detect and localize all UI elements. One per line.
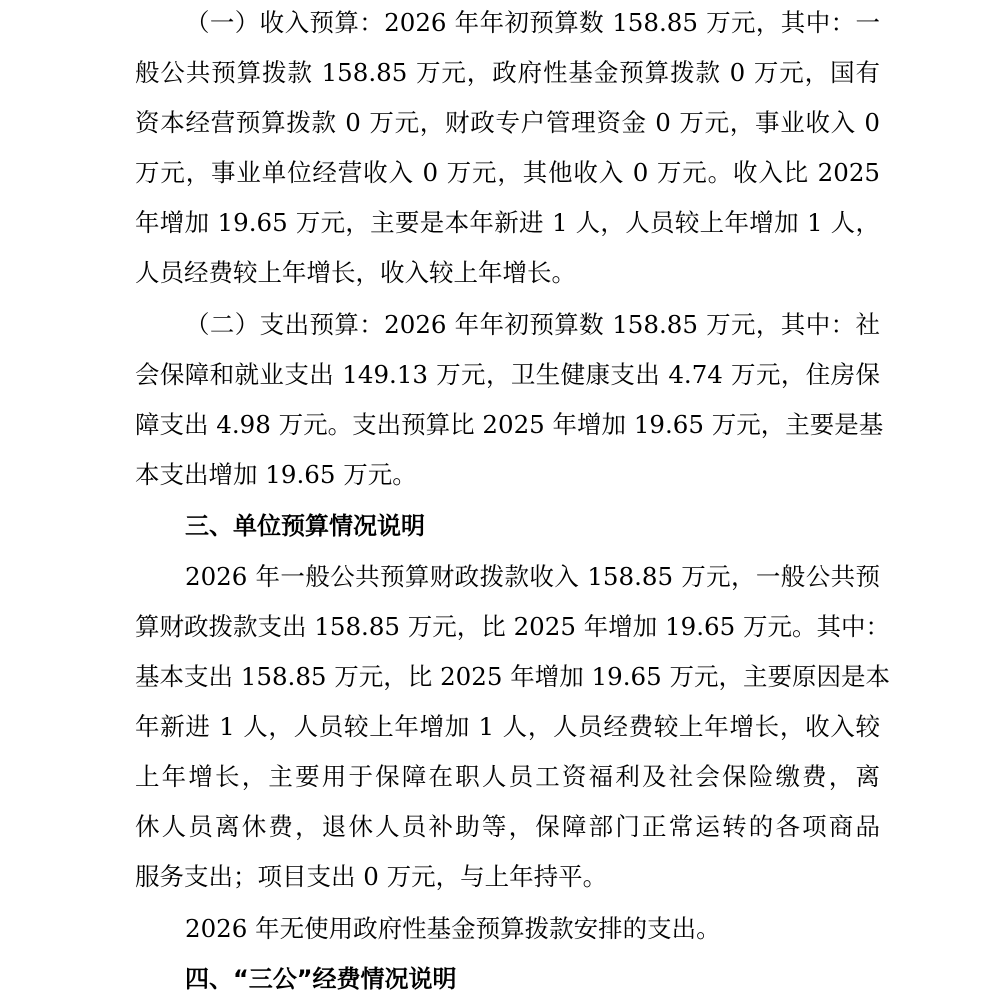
government-fund-note: 2026 年无使用政府性基金预算拨款安排的支出。 [185,914,721,943]
income-budget-line-1: （一）收入预算：2026 年年初预算数 158.85 万元，其中：一 [185,8,880,37]
income-budget-line-3: 资本经营预算拨款 0 万元，财政专户管理资金 0 万元，事业收入 0 [135,108,880,137]
unit-budget-line-5: 上年增长，主要用于保障在职人员工资福利及社会保险缴费，离 [135,762,880,791]
income-budget-line-4: 万元，事业单位经营收入 0 万元，其他收入 0 万元。收入比 2025 [135,158,880,187]
income-budget-line-6: 人员经费较上年增长，收入较上年增长。 [135,258,576,287]
expenditure-budget-line-2: 会保障和就业支出 149.13 万元，卫生健康支出 4.74 万元，住房保 [135,360,880,389]
expenditure-budget-line-1: （二）支出预算：2026 年年初预算数 158.85 万元，其中：社 [185,310,880,339]
section-heading-3: 三、单位预算情况说明 [185,512,425,540]
unit-budget-line-2: 算财政拨款支出 158.85 万元，比 2025 年增加 19.65 万元。其中： [135,612,890,641]
unit-budget-line-3: 基本支出 158.85 万元，比 2025 年增加 19.65 万元，主要原因是本 [135,662,890,691]
unit-budget-line-4: 年新进 1 人，人员较上年增加 1 人，人员经费较上年增长，收入较 [135,712,880,741]
income-budget-line-2: 般公共预算拨款 158.85 万元，政府性基金预算拨款 0 万元，国有 [135,58,880,87]
unit-budget-line-6: 休人员离休费，退休人员补助等，保障部门正常运转的各项商品 [135,812,880,841]
income-budget-line-5: 年增加 19.65 万元，主要是本年新进 1 人，人员较上年增加 1 人， [135,208,880,237]
section-heading-4: 四、“三公”经费情况说明 [185,965,457,993]
expenditure-budget-line-4: 本支出增加 19.65 万元。 [135,460,417,489]
expenditure-budget-line-3: 障支出 4.98 万元。支出预算比 2025 年增加 19.65 万元，主要是基 [135,410,884,439]
unit-budget-line-7: 服务支出；项目支出 0 万元，与上年持平。 [135,862,608,891]
unit-budget-line-1: 2026 年一般公共预算财政拨款收入 158.85 万元，一般公共预 [185,562,880,591]
